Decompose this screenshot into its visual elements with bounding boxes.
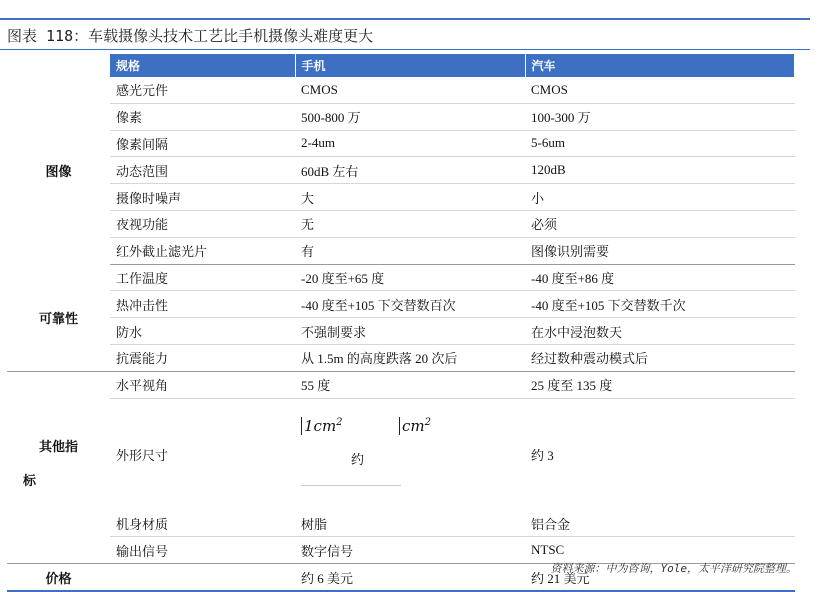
spec-cell: 工作温度 (110, 264, 295, 291)
car-cell: 铝合金 (525, 511, 795, 537)
cell-underline (301, 485, 401, 486)
spec-cell: 防水 (110, 318, 295, 345)
phone-cell: 从 1.5m 的高度跌落 20 次后 (295, 344, 525, 371)
table-row (7, 371, 795, 398)
phone-cell: 500-800 万 (295, 103, 525, 130)
car-cell: 小 (525, 184, 795, 211)
phone-cell: 树脂 (295, 511, 525, 537)
phone-cell: 2-4um (295, 130, 525, 157)
car-cell: 经过数种震动模式后 (525, 344, 795, 371)
spec-cell: 动态范围 (110, 157, 295, 184)
table-row (7, 291, 795, 318)
table-row (7, 398, 795, 511)
phone-cell: 数字信号 (295, 537, 525, 564)
table-row (7, 511, 795, 537)
table-row (7, 318, 795, 345)
spec-cell (110, 564, 295, 591)
spec-cell: 输出信号 (110, 537, 295, 564)
car-cell: NTSC (525, 537, 795, 564)
phone-cell: CMOS (295, 77, 525, 103)
car-cell: 必须 (525, 210, 795, 237)
table-row (7, 157, 795, 184)
table-row (7, 210, 795, 237)
group-other (7, 371, 110, 563)
math-expression: $1cm^2$ (301, 417, 343, 435)
spec-cell: 水平视角 (110, 371, 295, 398)
approx-label: 约 (351, 452, 365, 468)
phone-cell: 无 (295, 210, 525, 237)
spec-cell: 红外截止滤光片 (110, 237, 295, 264)
car-cell: 120dB (525, 157, 795, 184)
source-note: 资料来源：中为咨询，Yole，太平洋研究院整理。 (550, 562, 797, 575)
phone-cell: -40 度至+105 下交替数百次 (295, 291, 525, 318)
table-row (7, 77, 795, 103)
math-expression: $cm^2$ (399, 417, 431, 435)
table-row (7, 237, 795, 264)
group-image: 图像 (45, 165, 72, 181)
car-cell: 在水中浸泡数天 (525, 318, 795, 345)
table-row (7, 264, 795, 291)
car-cell: 5-6um (525, 130, 795, 157)
car-cell: -40 度至+86 度 (525, 264, 795, 291)
spec-cell: 感光元件 (110, 77, 295, 103)
group-other-line2: 标 (23, 474, 37, 490)
group-price: 价格 (7, 564, 110, 591)
spec-cell: 像素 (110, 103, 295, 130)
table-row (7, 344, 795, 371)
phone-cell: -20 度至+65 度 (295, 264, 525, 291)
spec-cell: 夜视功能 (110, 210, 295, 237)
table-row (7, 103, 795, 130)
car-cell: 100-300 万 (525, 103, 795, 130)
spec-cell: 机身材质 (110, 511, 295, 537)
car-cell: -40 度至+105 下交替数千次 (525, 291, 795, 318)
figure-title: 图表 118：车载摄像头技术工艺比手机摄像头难度更大 (7, 27, 374, 45)
spec-cell: 外形尺寸 (116, 449, 169, 465)
header-spec: 规格 (110, 54, 295, 77)
spec-cell: 抗震能力 (110, 344, 295, 371)
phone-cell: 大 (295, 184, 525, 211)
phone-cell: 55 度 (295, 371, 525, 398)
car-cell: 图像识别需要 (525, 237, 795, 264)
car-cell: 约 3 (531, 448, 554, 464)
table-row (7, 184, 795, 211)
group-reliability: 可靠性 (7, 264, 110, 371)
car-cell: 约 21 美元 (525, 564, 795, 591)
spec-cell: 像素间隔 (110, 130, 295, 157)
phone-cell: 有 (295, 237, 525, 264)
phone-cell: 约 6 美元 (295, 564, 525, 591)
header-phone: 手机 (295, 54, 525, 77)
header-car: 汽车 (525, 54, 795, 77)
car-cell: 25 度至 135 度 (525, 371, 795, 398)
car-cell: CMOS (525, 77, 795, 103)
phone-size-cell (295, 398, 525, 511)
table-row (7, 130, 795, 157)
header-blank (7, 54, 110, 77)
comparison-table (7, 54, 795, 592)
title-bar (0, 18, 810, 50)
header-row (7, 54, 795, 77)
spec-cell: 热冲击性 (110, 291, 295, 318)
phone-cell: 60dB 左右 (295, 157, 525, 184)
phone-cell: 不强制要求 (295, 318, 525, 345)
group-other-line1: 其他指 (38, 440, 78, 456)
spec-cell: 摄像时噪声 (110, 184, 295, 211)
